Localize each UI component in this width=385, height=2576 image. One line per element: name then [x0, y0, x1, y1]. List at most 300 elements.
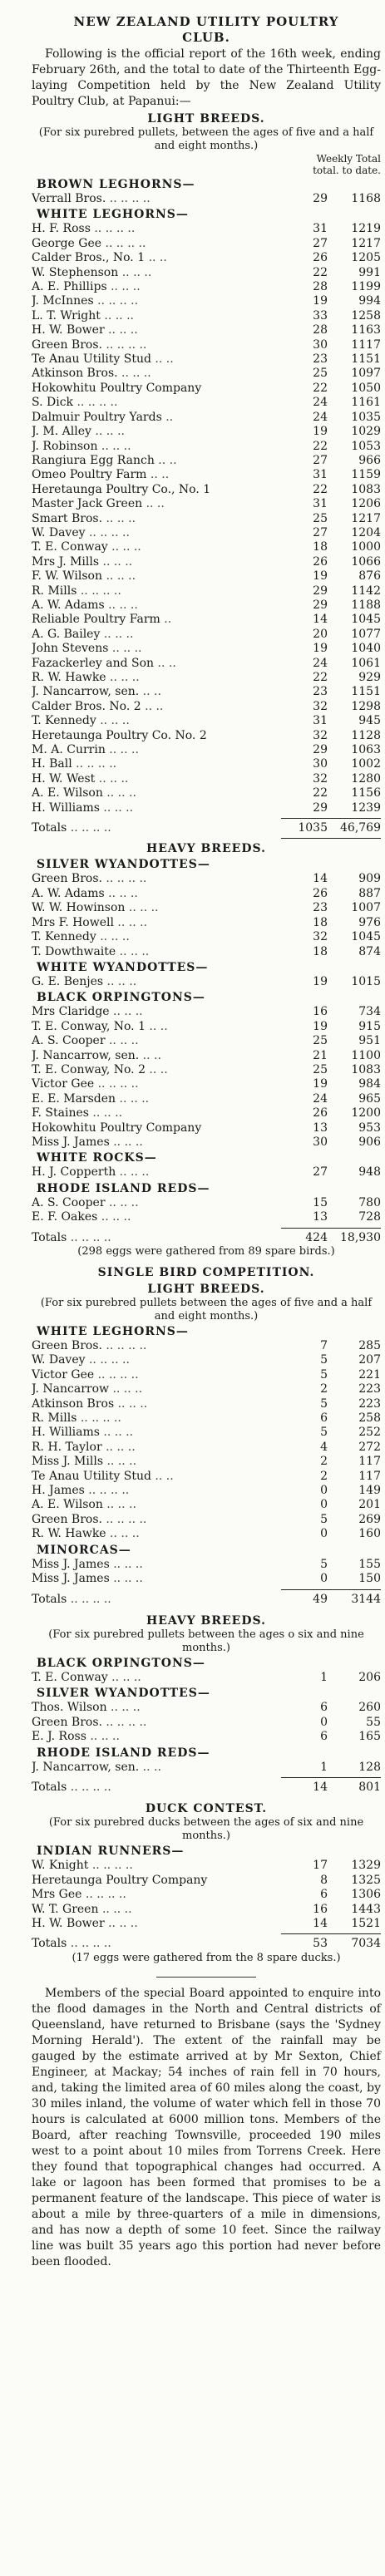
entrant-name: Hokowhitu Poultry Company [32, 1121, 202, 1135]
entrant-cell [32, 1572, 291, 1586]
entrant-cell [32, 1903, 291, 1917]
weekly-total: 26 [313, 886, 328, 900]
entrant-cell [32, 1484, 291, 1498]
entrant-cell [32, 338, 291, 352]
entrant-cell [32, 1165, 291, 1180]
leader-dots: .. .. .. .. [84, 1484, 130, 1498]
total-to-date: 1217 [351, 511, 381, 525]
leader-dots: .. .. .. .. [101, 337, 147, 352]
weekly-total: 32 [313, 728, 328, 742]
entrant-name: Mrs J. Mills [32, 554, 100, 569]
leader-dots: .. .. .. [98, 1902, 132, 1916]
weekly-total: 30 [313, 757, 328, 771]
entrant-cell [32, 1426, 291, 1440]
table-row [32, 483, 381, 497]
total-to-date: 1045 [351, 930, 381, 944]
entrant-cell [32, 1382, 291, 1396]
table-row [32, 872, 381, 886]
entrant-cell [32, 930, 291, 944]
table-row [32, 642, 381, 656]
table-row [32, 1701, 381, 1715]
weekly-total: 29 [313, 192, 328, 205]
entrant-name: A. S. Cooper [32, 1195, 106, 1209]
entrant-cell [32, 1397, 291, 1411]
entrant-cell [32, 1730, 291, 1744]
weekly-total: 19 [313, 1077, 328, 1091]
table-row [32, 280, 381, 294]
entrant-cell [32, 1092, 291, 1106]
total-to-date: 1029 [351, 425, 381, 439]
entrant-cell [32, 454, 291, 468]
total-to-date: 965 [358, 1091, 381, 1106]
leader-dots: .. .. .. [107, 540, 141, 554]
leader-dots: .. .. .. [116, 944, 150, 958]
entrant-name: R. Mills [32, 584, 77, 598]
leader-dots: .. .. .. [116, 1091, 150, 1106]
duck-spare-note: (17 eggs were gathered from the 8 spare ducks.) [72, 1951, 341, 1964]
table-row [32, 425, 381, 439]
leader-dots: .. .. .. .. [106, 192, 151, 205]
table-row [32, 512, 381, 526]
weekly-total: 29 [313, 598, 328, 612]
total-to-date: 1159 [351, 468, 381, 482]
table-row [32, 411, 381, 425]
leader-dots: .. .. .. [106, 1701, 141, 1715]
total-to-date: 206 [358, 1670, 381, 1684]
table-row [32, 657, 381, 671]
weekly-total: 22 [313, 786, 328, 800]
table-row [32, 1210, 381, 1224]
totals-label: Totals [32, 1592, 67, 1606]
entrant-name: H. W. Bower [32, 323, 105, 337]
leader-dots: .. .. .. [104, 1916, 138, 1930]
total-to-date: 46,769 [340, 821, 381, 835]
leader-dots: .. .. [145, 1019, 168, 1033]
totals-rule [281, 838, 381, 839]
leader-dots: .. .. .. [109, 1557, 143, 1571]
total-to-date: 945 [358, 714, 381, 728]
entrant-cell [32, 1470, 291, 1484]
total-to-date: 1258 [351, 308, 381, 323]
entrant-name: Mrs F. Howell [32, 915, 114, 929]
breed-group-heading: WHITE WYANDOTTES— [37, 960, 209, 974]
weekly-total: 14 [313, 872, 328, 886]
flood-paragraph: Members of the special Board appointed to enquire into the flood damages in the North and Central districts of Queensland, have returned to Brisbane (says the 'Sydney Morning Herald'). The extent of the rainfall may be gauged by the estimate arrived at by Mr Sexton, Chief Engineer, at Mackay; 54 inches of rain fell in 70 hours, and, taking the limited area of 60 miles along the coast, by 30 miles inland, the volume of water which fell in those 70 hours is calculated at 6000 million tons. Members of the Board, after reaching Townsville, proceeded 190 miles west to a point about 10 miles from Torrens Creek. Here they found that topographical changes had occurred. A lake or lagoon has been formed that promises to be a permanent feature of the landscape. This piece of water is about a mile by three-quarters of a mile in dimensions, and has now a depth of some 10 feet. Since the railway line was built 35 years ago this portion had never before been flooded. [32, 1986, 381, 2268]
entrant-name: T. E. Conway [32, 540, 108, 554]
entrant-cell [32, 1196, 291, 1210]
total-to-date: 18,930 [340, 1230, 381, 1244]
entrant-cell [32, 222, 291, 236]
breed-group-heading: WHITE LEGHORNS— [37, 1325, 189, 1338]
leader-dots: .. .. .. [114, 1396, 148, 1411]
leader-dots: .. .. .. [107, 1670, 141, 1684]
leader-dots: .. .. .. [99, 554, 133, 569]
entrant-name: Mrs Gee [32, 1888, 82, 1902]
total-to-date: 117 [358, 1455, 381, 1469]
entrant-cell [32, 786, 291, 800]
single-light-table [32, 1325, 381, 1587]
table-row [32, 1527, 381, 1541]
weekly-total: 29 [313, 800, 328, 815]
entrant-cell [32, 540, 291, 554]
entrant-name: Green Bros. [32, 872, 102, 886]
entrant-cell [32, 628, 291, 642]
leader-dots: .. .. .. [96, 714, 130, 728]
entrant-cell [32, 294, 291, 308]
total-to-date: 984 [358, 1077, 381, 1091]
total-to-date: 991 [358, 265, 381, 279]
breed-group-heading: WHITE ROCKS— [37, 1151, 157, 1165]
entrant-cell [32, 382, 291, 396]
entrant-name: A. W. Adams [32, 886, 105, 900]
weekly-total: 2 [320, 1382, 328, 1396]
entrant-name: H. Williams [32, 800, 100, 815]
totals-rule [281, 1589, 381, 1590]
table-row [32, 1411, 381, 1426]
entrant-name: T. E. Conway, No. 2 [32, 1062, 146, 1076]
table-row [32, 1077, 381, 1091]
entrant-cell [32, 1781, 291, 1795]
total-to-date: 1061 [351, 656, 381, 670]
article-column [32, 15, 381, 2270]
table-row [32, 396, 381, 410]
leader-dots: .. .. [145, 1062, 168, 1076]
weekly-total: 19 [313, 974, 328, 988]
entrant-name: T. E. Conway [32, 1670, 108, 1684]
leader-dots: .. .. .. [96, 930, 130, 944]
leader-dots: .. .. .. [104, 598, 138, 612]
weekly-total: 18 [313, 944, 328, 958]
table-row [32, 468, 381, 482]
weekly-total: 0 [320, 1484, 328, 1498]
entrant-cell [32, 1513, 291, 1527]
entrant-name: T. E. Conway, No. 1 [32, 1019, 146, 1033]
entrant-cell [32, 1761, 291, 1775]
total-to-date: 1306 [351, 1888, 381, 1902]
total-to-date: 1117 [351, 337, 381, 352]
entrant-name: S. Dick [32, 396, 74, 410]
entrant-cell [32, 569, 291, 584]
total-to-date: 260 [358, 1701, 381, 1715]
entrant-cell [32, 1020, 291, 1034]
entrant-name: Calder Bros., No. 1 [32, 251, 146, 265]
total-to-date: 1199 [351, 280, 381, 294]
weekly-total: 24 [313, 656, 328, 670]
entrant-name: F. W. Wilson [32, 569, 103, 584]
entrant-cell [32, 1455, 291, 1469]
entrant-cell [32, 1527, 291, 1541]
table-row [32, 1455, 381, 1469]
entrant-cell [32, 266, 291, 280]
entrant-cell [32, 1034, 291, 1048]
entrant-cell [32, 237, 291, 251]
total-to-date: 207 [358, 1353, 381, 1367]
entrant-name: J. Nancarrow, sen. [32, 1048, 140, 1062]
column-header-total: total. to date. [313, 165, 381, 176]
weekly-total: 24 [313, 396, 328, 410]
entrant-cell [32, 309, 291, 323]
weekly-total: 14 [313, 1780, 328, 1794]
entrant-cell [32, 1671, 291, 1685]
weekly-total: 24 [313, 410, 328, 424]
table-row [32, 916, 381, 930]
total-to-date: 1443 [351, 1902, 381, 1916]
weekly-total: 29 [313, 584, 328, 598]
entrant-name: W. Stephenson [32, 265, 119, 279]
table-row [32, 1498, 381, 1512]
table-row [32, 772, 381, 786]
weekly-total: 31 [313, 497, 328, 511]
leader-dots: .. .. .. [104, 323, 138, 337]
breed-group-heading: WHITE LEGHORNS— [37, 208, 189, 222]
entrant-name: Green Bros. [32, 1339, 102, 1352]
entrant-name: T. Kennedy [32, 930, 96, 944]
total-to-date: 1329 [351, 1859, 381, 1873]
entrant-cell [32, 1498, 291, 1512]
total-to-date: 948 [358, 1165, 381, 1180]
table-row [32, 1339, 381, 1353]
leader-dots: .. .. .. [113, 915, 148, 929]
entrant-cell [32, 1917, 291, 1931]
table-row [32, 1761, 381, 1775]
total-to-date: 1002 [351, 757, 381, 771]
leader-dots: .. .. [139, 685, 161, 699]
entrant-cell [32, 772, 291, 786]
total-to-date: 953 [358, 1121, 381, 1135]
entrant-name: G. E. Benjes [32, 974, 104, 988]
total-to-date: 1239 [351, 800, 381, 815]
weekly-total: 23 [313, 352, 328, 367]
total-to-date: 1007 [351, 901, 381, 915]
entrant-cell [32, 1049, 291, 1063]
table-row [32, 613, 381, 627]
table-row [32, 598, 381, 613]
entrant-cell [32, 497, 291, 511]
leader-dots: .. .. .. .. [67, 1937, 111, 1951]
total-to-date: 201 [358, 1498, 381, 1512]
light-breeds-note: (For six purebred pullets, between the ages of five and a half and eight months.) [38, 126, 374, 152]
weekly-total: 1 [320, 1760, 328, 1774]
total-to-date: 1325 [351, 1873, 381, 1887]
weekly-total: 17 [313, 1859, 328, 1873]
breed-group-heading: RHODE ISLAND REDS— [37, 1181, 210, 1195]
total-to-date: 223 [358, 1396, 381, 1411]
leader-dots: .. .. .. .. [94, 1077, 139, 1091]
single-heavy-table [32, 1657, 381, 1775]
single-heavy-totals [32, 1781, 381, 1795]
entrant-name: A. E. Wilson [32, 786, 103, 800]
total-to-date: 1128 [351, 728, 381, 742]
entrant-cell [32, 700, 291, 714]
entrant-name: H. W. Bower [32, 1916, 105, 1930]
total-to-date: 1200 [351, 1106, 381, 1121]
total-to-date: 909 [358, 872, 381, 886]
totals-row [32, 1593, 381, 1607]
entrant-name: Calder Bros. No. 2 [32, 699, 141, 713]
weekly-total: 5 [320, 1512, 328, 1526]
entrant-name: H. F. Ross [32, 222, 91, 236]
total-to-date: 906 [358, 1135, 381, 1149]
weekly-total: 31 [313, 714, 328, 728]
entrant-name: Te Anau Utility Stud [32, 1469, 151, 1483]
entrant-cell [32, 685, 291, 699]
total-to-date: 1204 [351, 525, 381, 539]
entrant-cell [32, 1135, 291, 1150]
entrant-cell [32, 1063, 291, 1077]
weekly-total: 23 [313, 685, 328, 699]
leader-dots: .. .. .. .. [101, 1339, 147, 1352]
weekly-total: 24 [313, 1091, 328, 1106]
entrant-cell [32, 821, 291, 835]
leader-dots: .. .. [142, 497, 165, 511]
total-to-date: 929 [358, 671, 381, 684]
leader-dots: .. .. .. .. [94, 1367, 139, 1382]
table-row [32, 1034, 381, 1048]
entrant-cell [32, 440, 291, 454]
table-row [32, 1470, 381, 1484]
entrant-name: Green Bros. [32, 337, 102, 352]
entrant-name: A. W. Adams [32, 598, 105, 612]
leader-dots: .. .. .. [102, 1498, 136, 1512]
table-row [32, 1917, 381, 1931]
weekly-total: 27 [313, 236, 328, 250]
table-row [32, 440, 381, 454]
table-row [32, 1671, 381, 1685]
leader-dots: .. .. .. [102, 511, 136, 525]
table-row [32, 1135, 381, 1150]
leader-dots: .. .. [154, 656, 176, 670]
entrant-name: Thos. Wilson [32, 1701, 107, 1715]
entrant-cell [32, 916, 291, 930]
entrant-name: Te Anau Utility Stud [32, 352, 151, 367]
entrant-cell [32, 280, 291, 294]
total-to-date: 1280 [351, 771, 381, 786]
weekly-total: 22 [313, 439, 328, 453]
duck-contest-totals [32, 1937, 381, 1951]
entrant-cell [32, 887, 291, 901]
table-row [32, 714, 381, 728]
entrant-cell [32, 1558, 291, 1572]
weekly-total: 8 [320, 1873, 328, 1887]
entrant-cell [32, 1716, 291, 1730]
table-row [32, 801, 381, 815]
totals-rule [281, 818, 381, 819]
total-to-date: 1045 [351, 613, 381, 627]
weekly-total: 22 [313, 482, 328, 496]
entrant-name: Dalmuir Poultry Yards [32, 410, 162, 424]
entrant-cell [32, 757, 291, 771]
table-row [32, 975, 381, 989]
total-to-date: 966 [358, 453, 381, 467]
total-to-date: 1083 [351, 1062, 381, 1076]
weekly-total: 32 [313, 930, 328, 944]
leader-dots: .. .. [146, 468, 170, 482]
weekly-total: 16 [313, 1005, 328, 1019]
weekly-total: 6 [320, 1701, 328, 1715]
leader-dots: .. .. .. [106, 1527, 140, 1541]
single-heavy-note: (For six purebred pullets between the ages o six and nine months.) [48, 1628, 364, 1654]
total-to-date: 1015 [351, 974, 381, 988]
single-light-totals [32, 1593, 381, 1607]
leader-dots: .. .. .. [109, 1135, 143, 1149]
entrant-name: H. James [32, 1484, 85, 1498]
table-row [32, 1382, 381, 1396]
entrant-name: W. W. Howinson [32, 901, 126, 915]
column-header-weekly: Weekly Total [316, 153, 381, 165]
weekly-total: 2 [320, 1469, 328, 1483]
total-to-date: 1521 [351, 1916, 381, 1930]
entrant-name: W. Davey [32, 1353, 86, 1367]
entrant-cell [32, 483, 291, 497]
totals-label: Totals [32, 1780, 67, 1794]
entrant-name: Victor Gee [32, 1077, 95, 1091]
leader-dots: .. .. .. .. [67, 1230, 111, 1244]
leader-dots: .. .. .. [109, 1572, 143, 1586]
leader-dots: .. .. .. [100, 627, 134, 641]
light-breeds-heading: LIGHT BREEDS. [147, 112, 265, 126]
table-row [32, 1005, 381, 1019]
entrant-cell [32, 743, 291, 757]
entrant-cell [32, 642, 291, 656]
weekly-total: 31 [313, 468, 328, 482]
total-to-date: 1151 [351, 352, 381, 367]
leader-dots: .. .. .. [105, 1034, 139, 1048]
weekly-total: 30 [313, 337, 328, 352]
entrant-cell [32, 1888, 291, 1902]
weekly-total: 15 [313, 1195, 328, 1209]
total-to-date: 285 [358, 1339, 381, 1352]
total-to-date: 876 [358, 569, 381, 584]
table-row [32, 1106, 381, 1121]
weekly-total: 0 [320, 1498, 328, 1512]
weekly-total: 25 [313, 511, 328, 525]
weekly-total: 6 [320, 1411, 328, 1426]
total-to-date: 1168 [351, 192, 381, 205]
total-to-date: 155 [358, 1557, 381, 1571]
weekly-total: 32 [313, 771, 328, 786]
entrant-cell [32, 425, 291, 439]
entrant-name: John Stevens [32, 642, 109, 656]
total-to-date: 1205 [351, 251, 381, 265]
total-to-date: 7034 [351, 1937, 381, 1951]
leader-dots: .. .. .. [101, 1440, 136, 1454]
headline-line-2: CLUB. [182, 30, 230, 45]
leader-dots: .. .. [154, 453, 177, 467]
entrant-cell [32, 411, 291, 425]
table-row [32, 584, 381, 598]
table-row [32, 1397, 381, 1411]
total-to-date: 1142 [351, 584, 381, 598]
leader-dots: .. .. .. [116, 1165, 150, 1180]
table-row [32, 887, 381, 901]
table-row [32, 743, 381, 757]
leader-dots: .. .. .. [99, 800, 134, 815]
total-to-date: 272 [358, 1440, 381, 1454]
entrant-cell [32, 872, 291, 886]
entrant-name: Heretaunga Poultry Co. No. 2 [32, 728, 207, 742]
totals-label: Totals [32, 1937, 67, 1951]
weekly-total: 25 [313, 367, 328, 381]
entrant-name: E. E. Marsden [32, 1091, 116, 1106]
entrant-cell [32, 367, 291, 381]
entrant-cell [32, 1874, 291, 1888]
entrant-cell [32, 396, 291, 410]
table-row [32, 757, 381, 771]
entrant-cell [32, 1231, 291, 1245]
table-row [32, 367, 381, 381]
breed-group-heading: INDIAN RUNNERS— [37, 1845, 185, 1859]
entrant-cell [32, 671, 291, 685]
